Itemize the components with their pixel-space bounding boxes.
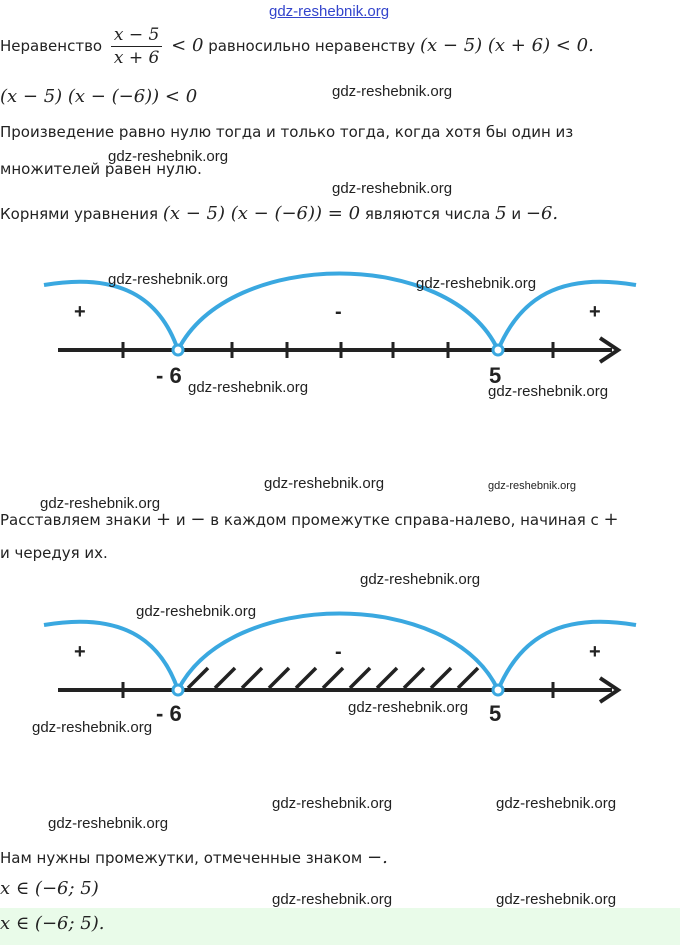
- label-five: 5: [489, 363, 502, 388]
- watermark: gdz-reshebnik.org: [496, 795, 617, 812]
- roots-middle: являются числа: [364, 205, 491, 223]
- label-five: 5: [489, 701, 502, 726]
- text-prefix: Неравенство: [0, 37, 103, 55]
- label-minus-six: - 6: [156, 363, 182, 388]
- sign-plus: +: [156, 509, 172, 530]
- root-minus-six: −6.: [525, 203, 559, 224]
- inequality-rewritten: (x − 5) (x − (−6)) < 0: [0, 86, 198, 107]
- label-minus-six: - 6: [156, 701, 182, 726]
- watermark: gdz-reshebnik.org: [488, 383, 609, 400]
- sign-right: +: [589, 641, 601, 663]
- sign-left: +: [74, 641, 86, 663]
- signs-text-a: Расставляем знаки: [0, 511, 152, 529]
- watermark: gdz-reshebnik.org: [332, 180, 453, 197]
- point-five: [493, 345, 503, 355]
- roots-and: и: [511, 205, 522, 223]
- fraction: [111, 24, 162, 69]
- paragraph-zero-product-1: Произведение равно нулю тогда и только тогда, когда хотя бы один из: [0, 123, 574, 141]
- answer-interval: x ∈ (−6; 5): [0, 878, 99, 899]
- watermark: gdz-reshebnik.org: [108, 271, 229, 288]
- roots-prefix: Корнями уравнения: [0, 205, 159, 223]
- watermark: gdz-reshebnik.org: [264, 475, 385, 492]
- watermark: gdz-reshebnik.org: [48, 815, 169, 832]
- relation: < 0: [171, 35, 204, 56]
- text-middle: равносильно неравенству: [208, 37, 416, 55]
- site-link[interactable]: gdz-reshebnik.org: [269, 3, 390, 20]
- number-line-1: [0, 258, 680, 398]
- watermark: gdz-reshebnik.org: [496, 891, 617, 908]
- root-five: 5: [495, 203, 507, 224]
- point-five: [493, 685, 503, 695]
- watermark: gdz-reshebnik.org: [272, 795, 393, 812]
- needed-text: Нам нужны промежутки, отмеченные знаком: [0, 849, 363, 867]
- watermark: gdz-reshebnik.org: [416, 275, 537, 292]
- sign-minus: −: [190, 509, 206, 530]
- roots-equation: (x − 5) (x − (−6)) = 0: [162, 203, 361, 224]
- product-inequality: (x − 5) (x + 6) < 0.: [420, 35, 594, 56]
- paragraph-zero-product-2: множителей равен нулю.: [0, 160, 202, 178]
- point-minus-six: [173, 685, 183, 695]
- paragraph-signs-2: и чередуя их.: [0, 544, 108, 562]
- watermark: gdz-reshebnik.org: [40, 495, 161, 512]
- number-line-2: [0, 598, 680, 738]
- arc-right: [498, 622, 636, 690]
- watermark: gdz-reshebnik.org: [136, 603, 257, 620]
- arc-left: [44, 622, 178, 690]
- sign-left: +: [74, 301, 86, 323]
- signs-text-b: в каждом промежутке справа-налево, начиная с: [210, 511, 599, 529]
- paragraph-needed-intervals: [0, 847, 388, 868]
- watermark: gdz-reshebnik.org: [188, 379, 309, 396]
- watermark: gdz-reshebnik.org: [360, 571, 481, 588]
- fraction-numerator: x − 5: [111, 24, 162, 47]
- hatching: [188, 668, 478, 688]
- paragraph-signs-1: [0, 509, 619, 530]
- sign-middle: -: [335, 641, 342, 663]
- fraction-denominator: x + 6: [113, 48, 160, 68]
- watermark: gdz-reshebnik.org: [348, 699, 469, 716]
- paragraph-inequality: [0, 24, 594, 69]
- needed-sign: −.: [367, 847, 388, 868]
- arc-left: [44, 282, 178, 350]
- watermark: gdz-reshebnik.org: [272, 891, 393, 908]
- watermark: gdz-reshebnik.org: [32, 719, 153, 736]
- watermark: gdz-reshebnik.org: [488, 480, 577, 492]
- paragraph-roots: [0, 203, 558, 224]
- point-minus-six: [173, 345, 183, 355]
- watermark: gdz-reshebnik.org: [332, 83, 453, 100]
- final-answer: x ∈ (−6; 5).: [0, 913, 105, 934]
- sign-middle: -: [335, 301, 342, 323]
- sign-plus-end: +: [603, 509, 619, 530]
- signs-and: и: [175, 511, 186, 529]
- watermark: gdz-reshebnik.org: [108, 148, 229, 165]
- sign-right: +: [589, 301, 601, 323]
